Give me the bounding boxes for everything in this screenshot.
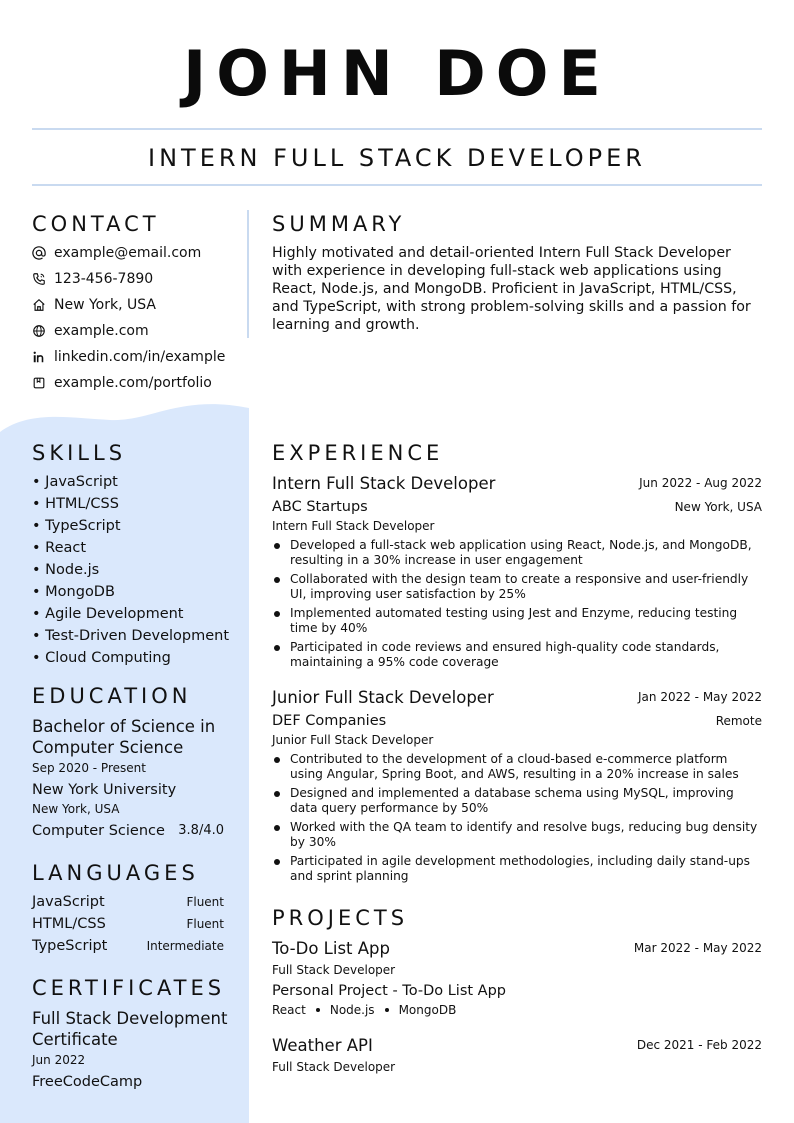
projects-heading: PROJECTS [272, 906, 409, 930]
certificate-date: Jun 2022 [32, 1053, 86, 1067]
summary-heading: SUMMARY [272, 212, 406, 236]
language-name: TypeScript [32, 938, 108, 954]
job-dates: Jun 2022 - Aug 2022 [639, 476, 762, 490]
column-divider [247, 210, 249, 338]
tag-separator [385, 1008, 389, 1012]
job-bullet [272, 752, 762, 782]
job-title: Intern Full Stack Developer [272, 474, 496, 493]
certificate-name-line1: Full Stack Development [32, 1009, 228, 1028]
project-name: To-Do List App [272, 939, 390, 958]
skill-item: • React [32, 540, 87, 556]
bullet-dot [274, 645, 280, 651]
bullet-dot [274, 611, 280, 617]
project-role: Full Stack Developer [272, 1060, 396, 1074]
candidate-role: INTERN FULL STACK DEVELOPER [148, 144, 646, 172]
contact-phone[interactable] [32, 269, 237, 289]
bullet-dot [274, 543, 280, 549]
at-icon [32, 246, 46, 260]
skill-item: • JavaScript [32, 474, 118, 490]
job-bullet-text: Participated in code reviews and ensured high-quality code standards, maintaining a 95% code coverage [290, 640, 720, 669]
certificates-heading: CERTIFICATES [32, 976, 226, 1000]
bullet-dot [274, 859, 280, 865]
bullet-dot [274, 825, 280, 831]
language-level: Intermediate [146, 939, 224, 953]
linkedin-icon [32, 350, 46, 364]
job-company: DEF Companies [272, 713, 387, 729]
project-description: Personal Project - To-Do List App [272, 983, 507, 999]
globe-icon [32, 324, 46, 338]
candidate-name: JOHN DOE [183, 37, 611, 110]
language-name: JavaScript [32, 894, 105, 910]
contact-portfolio-text: example.com/portfolio [54, 375, 212, 391]
project-tag: Node.js [329, 1003, 375, 1017]
bullet-dot [274, 577, 280, 583]
education-heading: EDUCATION [32, 684, 192, 708]
language-level: Fluent [186, 917, 224, 931]
project-dates: Mar 2022 - May 2022 [633, 941, 762, 955]
skill-item: • HTML/CSS [32, 496, 119, 512]
job-bullet [272, 854, 762, 884]
job-bullet-text: Implemented automated testing using Jest and Enzyme, reducing testing time by 40% [290, 606, 738, 635]
contact-location-text: New York, USA [54, 297, 156, 313]
skill-item: • Test-Driven Development [32, 628, 230, 644]
skill-item: • Node.js [32, 562, 100, 578]
job-bullet-text: Participated in agile development methodologies, including daily stand-ups and sprint planning [290, 854, 751, 883]
header-bottom-rule [32, 184, 762, 186]
portfolio-icon [32, 376, 46, 390]
job-company: ABC Startups [272, 499, 368, 515]
contact-email[interactable] [32, 243, 237, 263]
skill-item: • TypeScript [32, 518, 121, 534]
experience-heading: EXPERIENCE [272, 441, 444, 465]
education-location: New York, USA [32, 802, 120, 816]
certificate-name-line2: Certificate [32, 1030, 118, 1049]
job-bullet [272, 538, 762, 568]
header-top-rule [32, 128, 762, 130]
job-bullet [272, 820, 762, 850]
education-field: Computer Science [32, 823, 165, 839]
job-dates: Jan 2022 - May 2022 [638, 690, 762, 704]
project-role: Full Stack Developer [272, 963, 396, 977]
project-tag: MongoDB [398, 1003, 457, 1017]
skill-item: • MongoDB [32, 584, 115, 600]
project-tags [272, 1002, 456, 1018]
summary-text: Highly motivated and detail-oriented Intern Full Stack Developer with experience in developing full-stack web applications using React, Node.js, and MongoDB. Proficient in JavaScript, HTML/CSS, and TypeScript, with strong problem-solving skills and a passion for learning and growth. [272, 245, 751, 333]
job-subtitle: Junior Full Stack Developer [272, 733, 434, 747]
education-degree-line1: Bachelor of Science in [32, 717, 216, 736]
contact-website[interactable] [32, 321, 237, 341]
skill-item: • Agile Development [32, 606, 184, 622]
tag-separator [316, 1008, 320, 1012]
language-level: Fluent [186, 895, 224, 909]
skill-item: • Cloud Computing [32, 650, 171, 666]
contact-website-text: example.com [54, 323, 149, 339]
bullet-dot [274, 791, 280, 797]
phone-icon [32, 272, 46, 286]
job-bullet [272, 640, 762, 670]
education-gpa: 3.8/4.0 [178, 823, 224, 838]
education-degree-line2: Computer Science [32, 738, 184, 757]
job-bullet-text: Worked with the QA team to identify and resolve bugs, reducing bug density by 30% [290, 820, 758, 849]
education-school: New York University [32, 782, 177, 798]
job-subtitle: Intern Full Stack Developer [272, 519, 435, 533]
job-title: Junior Full Stack Developer [272, 688, 494, 707]
bullet-dot [274, 757, 280, 763]
contact-linkedin[interactable] [32, 347, 237, 367]
project-tag: React [272, 1003, 306, 1017]
contact-portfolio[interactable] [32, 373, 237, 393]
job-bullet [272, 572, 762, 602]
contact-linkedin-text: linkedin.com/in/example [54, 349, 226, 365]
contact-heading: CONTACT [32, 212, 160, 236]
job-bullet-text: Designed and implemented a database schema using MySQL, improving data query performance by 50% [290, 786, 734, 815]
contact-location [32, 295, 237, 315]
job-bullet-text: Contributed to the development of a cloud-based e-commerce platform using Angular, Spring Boot, and AWS, resulting in a 20% increase in sales [290, 752, 739, 781]
project-name: Weather API [272, 1036, 373, 1055]
job-bullet [272, 606, 762, 636]
certificate-issuer: FreeCodeCamp [32, 1074, 143, 1090]
job-bullet [272, 786, 762, 816]
job-location: New York, USA [674, 500, 762, 514]
contact-phone-text: 123-456-7890 [54, 271, 154, 287]
job-bullet-text: Developed a full-stack web application using React, Node.js, and MongoDB, resulting in a 30% increase in user engagement [290, 538, 752, 567]
job-bullet-text: Collaborated with the design team to create a responsive and user-friendly UI, improving user satisfaction by 25% [290, 572, 749, 601]
languages-heading: LANGUAGES [32, 861, 199, 885]
education-dates: Sep 2020 - Present [32, 761, 146, 775]
home-icon [32, 298, 46, 312]
job-location: Remote [715, 714, 762, 728]
project-dates: Dec 2021 - Feb 2022 [636, 1038, 762, 1052]
language-name: HTML/CSS [32, 916, 106, 932]
skills-heading: SKILLS [32, 441, 127, 465]
contact-email-text: example@email.com [54, 245, 202, 261]
